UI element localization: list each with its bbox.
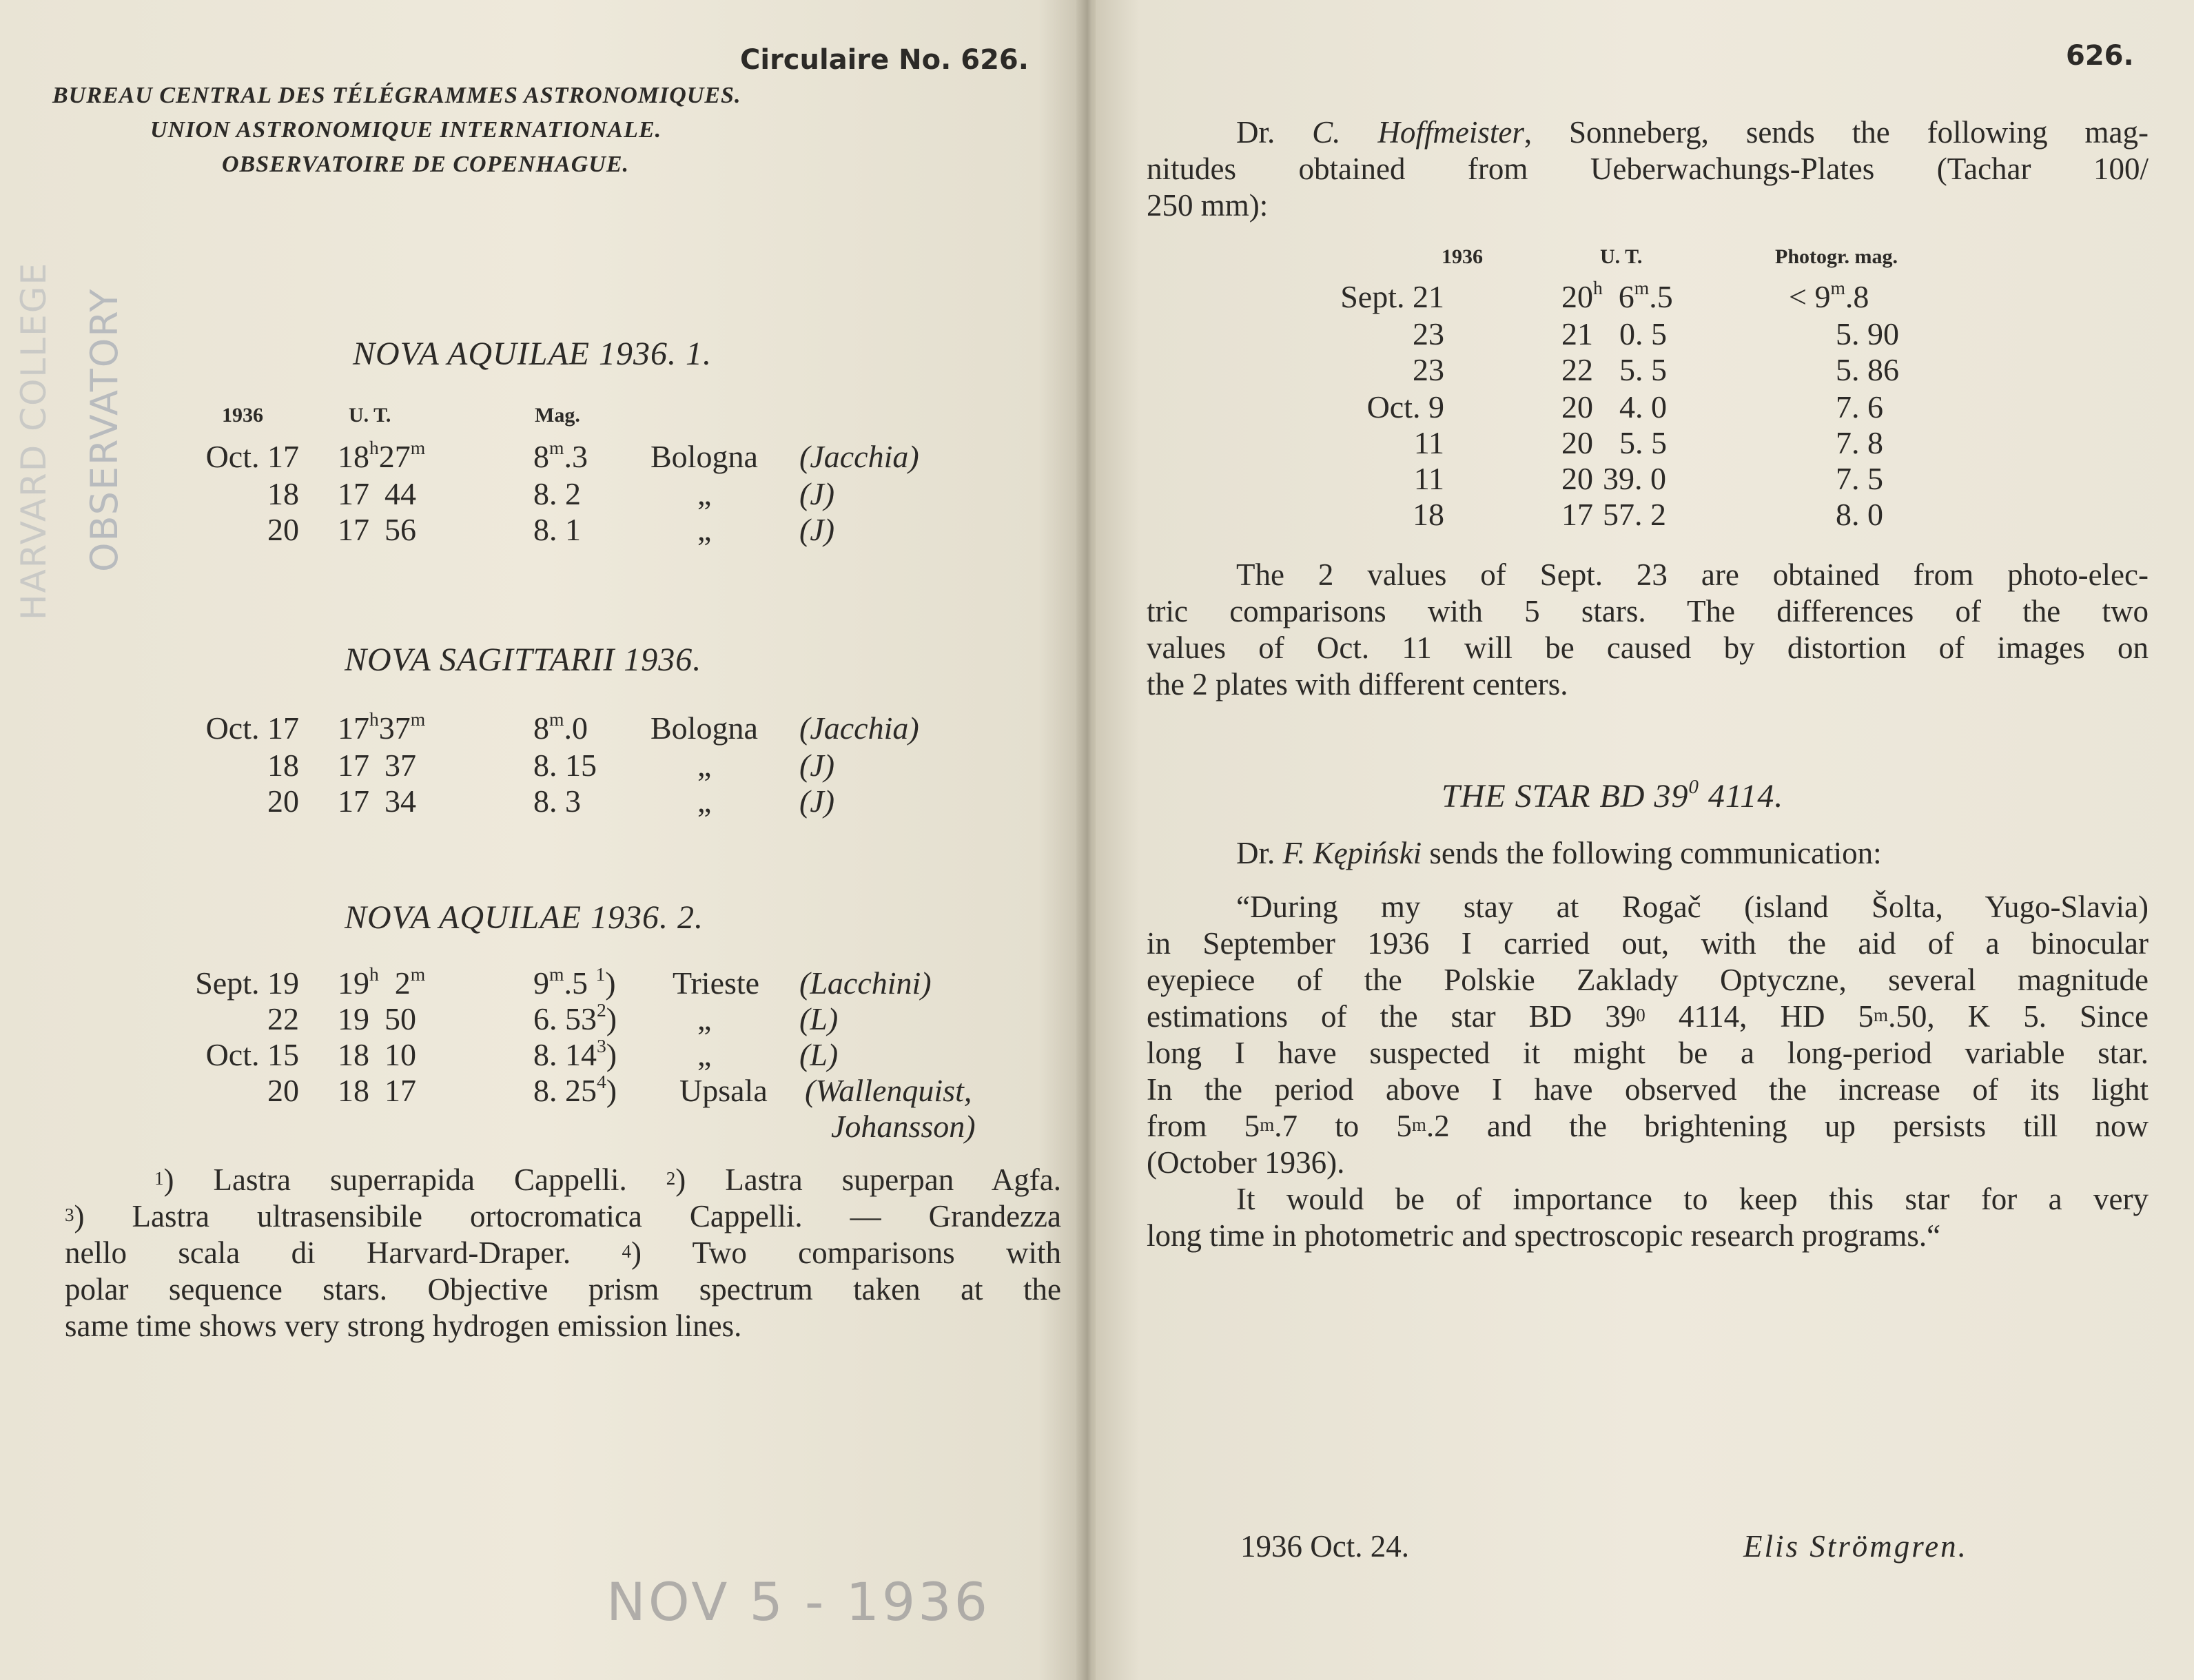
table-row-mag: 8$^m$.0 (533, 708, 588, 746)
col-year: 1936 (222, 404, 263, 427)
harvard-stamp-line-1: HARVARD COLLEGE (14, 261, 54, 620)
table-row-min: 50 (385, 1001, 416, 1036)
table-row-date: Sept. 19 (195, 965, 299, 1001)
left-page (0, 0, 1082, 1680)
star-intro: Dr. F. Kępiński sends the following communication: (1236, 836, 1882, 870)
table-row-date: 22 (267, 1001, 299, 1036)
table-row-mag: 8. 2 (533, 476, 581, 511)
col-ut: U. T. (349, 404, 391, 427)
table-row-mag: 8. $14^3$) (533, 1035, 617, 1072)
table-row-mag: 7. 6 (1836, 389, 1883, 424)
footnote-line: polar sequence stars. Objective prism spectrum taken at the (65, 1272, 1061, 1307)
table-row-mag: 9$^m$.5 $^1$) (533, 963, 616, 1001)
footnote-line: same time shows very strong hydrogen emission lines. (65, 1309, 742, 1343)
table-row-date: 20 (267, 1073, 299, 1108)
paragraph-line: The 2 values of Sept. 23 are obtained from photo-elec- (1236, 557, 2149, 592)
table-row-place: „ (697, 512, 712, 547)
table-row-observer: (Jacchia) (799, 439, 919, 474)
table-row-observer: (J) (799, 476, 835, 511)
comparison-paragraph (1147, 557, 2149, 703)
table-row-date: 11 (1413, 425, 1444, 460)
table-row-hour: 20 (1561, 425, 1593, 460)
intro-line: Dr. C. Hoffmeister, Sonneberg, sends the following mag- (1236, 115, 2149, 150)
issue-date: 1936 Oct. 24. (1240, 1529, 1409, 1564)
table-row-observer-cont: Johansson) (831, 1109, 976, 1144)
table-row-date: 11 (1413, 461, 1444, 496)
harvard-stamp-line-2: OBSERVATORY (83, 287, 126, 572)
table-row-hour: 17 (338, 783, 369, 819)
quote-line: long I have suspected it might be a long-period variable star. (1147, 1036, 2149, 1070)
table-row-date: Oct. 17 (205, 710, 299, 746)
header-line-3: OBSERVATOIRE DE COPENHAGUE. (222, 152, 630, 177)
table-row-min: 34 (385, 783, 416, 819)
date-stamp: NOV 5 - 1936 (606, 1571, 990, 1632)
table-row-hour: 18 (338, 1073, 369, 1108)
header-line-2: UNION ASTRONOMIQUE INTERNATIONALE. (150, 117, 662, 143)
table-row-place: „ (697, 783, 712, 819)
table-row-place: Bologna (650, 710, 758, 746)
table-row-mag: 7. 8 (1836, 425, 1883, 460)
right-page (1096, 0, 2194, 1680)
table-row-date: 18 (267, 748, 299, 783)
table-row-min: 0. 5 (1619, 316, 1667, 351)
table-row-date: 23 (1413, 316, 1444, 351)
hoffmeister-intro (1147, 114, 2149, 224)
mag-value: 8. 25 (533, 1073, 597, 1108)
paragraph-line: tric comparisons with 5 stars. The differences of the two (1147, 594, 2149, 628)
table-row-mag: < $9^m.8$ (1789, 277, 1869, 314)
table-row-date: 20 (267, 512, 299, 547)
table-row-hour: 17 (338, 748, 369, 783)
table-row-date: Oct. 17 (205, 439, 299, 474)
table-row-observer: (J) (799, 748, 835, 783)
table-row-mag: 8. $25^4$) (533, 1071, 617, 1108)
quote-line: “During my stay at Rogač (island Šolta, Yugo-Slavia) (1236, 890, 2149, 924)
mag-value: 8. 14 (533, 1037, 597, 1072)
table-row-date: 20 (267, 783, 299, 819)
table-row-date: Oct. 9 (1366, 389, 1444, 424)
quote-line: (October 1936). (1147, 1145, 1345, 1180)
paragraph-line: values of Oct. 11 will be caused by distortion of images on (1147, 631, 2149, 665)
table-row-date: 18 (267, 476, 299, 511)
table-row-place: Upsala (679, 1073, 768, 1108)
table-row-hour: 21 (1561, 316, 1593, 351)
table-row-min: 5. 5 (1619, 425, 1667, 460)
table-row-observer: (Wallenquist, (805, 1073, 972, 1108)
table-row-place: „ (697, 1001, 712, 1036)
table-row-place: Bologna (650, 439, 758, 474)
table-row-mag: 5. 90 (1836, 316, 1899, 351)
nova-aquilae-2-title: NOVA AQUILAE 1936. 2. (345, 899, 704, 936)
table-row-min: 57. 2 (1603, 497, 1666, 532)
table-row-mag: 7. 5 (1836, 461, 1883, 496)
intro-line: nitudes obtained from Ueberwachungs-Plates (Tachar 100/ (1147, 152, 2149, 186)
table-row-hour: 17 (1561, 497, 1593, 532)
table-row-min: 4. 0 (1619, 389, 1667, 424)
quote-line: long time in photometric and spectroscopic research programs.“ (1147, 1218, 1941, 1253)
col-year: 1936 (1442, 245, 1483, 268)
table-row-min: 10 (385, 1037, 416, 1072)
nova-aquilae-1-title: NOVA AQUILAE 1936. 1. (353, 336, 712, 372)
circular-number: Circulaire No. 626. (740, 44, 1029, 76)
table-row-min: 39. 0 (1603, 461, 1666, 496)
col-ut: U. T. (1600, 245, 1643, 268)
table-row-observer: (J) (799, 512, 835, 547)
table-row-hour: 22 (1561, 352, 1593, 387)
table-row-time: 19$^h$ 2$^m$ (338, 963, 426, 1001)
table-row-hour: 17 (338, 512, 369, 547)
footnote-line: $^3$) Lastra ultrasensibile ortocromatica Cappelli. — Grandezza (65, 1199, 1061, 1233)
col-photogr-mag: Photogr. mag. (1775, 245, 1898, 268)
table-row-min: 37 (385, 748, 416, 783)
table-row-mag: 8. 15 (533, 748, 597, 783)
intro-line: 250 mm): (1147, 188, 1269, 223)
table-row-place: Trieste (673, 965, 760, 1001)
table-row-hour: 19 (338, 1001, 369, 1036)
table-row-date: 18 (1413, 497, 1444, 532)
quote-line: from 5$^m$.7 to 5$^m$.2 and the brightening up persists till now (1147, 1109, 2149, 1143)
table-row-mag: 8. 1 (533, 512, 581, 547)
footnote-line: nello scala di Harvard-Draper. $^4$) Two comparisons with (65, 1236, 1061, 1270)
table-row-observer: (Jacchia) (799, 710, 919, 746)
signature: Elis Strömgren. (1743, 1529, 1968, 1564)
mag-value: 6. 53 (533, 1001, 597, 1036)
quote-line: In the period above I have observed the increase of its light (1147, 1072, 2149, 1107)
table-row-hour: 17 (338, 476, 369, 511)
col-mag: Mag. (535, 404, 580, 427)
table-row-min: 56 (385, 512, 416, 547)
page-number: 626. (2066, 40, 2134, 72)
table-row-date: Sept. 21 (1340, 279, 1444, 314)
table-row-hour: 20 (1561, 389, 1593, 424)
table-row-mag: 8. 3 (533, 783, 581, 819)
table-row-observer: (L) (799, 1001, 839, 1036)
table-row-observer: (Lacchini) (799, 965, 932, 1001)
footnote-line: $^1$) Lastra superrapida Cappelli. $^2$) Lastra superpan Agfa. (154, 1162, 1061, 1197)
quote-line: It would be of importance to keep this star for a very (1236, 1182, 2149, 1216)
table-row-hour: 20 (1561, 461, 1593, 496)
table-row-date: Oct. 15 (205, 1037, 299, 1072)
quote-line: in September 1936 I carried out, with the aid of a binocular (1147, 926, 2149, 961)
table-row-mag: 5. 86 (1836, 352, 1899, 387)
footnotes (65, 1162, 1061, 1344)
kepinski-quote (1147, 889, 2149, 1254)
table-row-min: 17 (385, 1073, 416, 1108)
paragraph-line: the 2 plates with different centers. (1147, 667, 1568, 701)
table-row-hour: 18 (338, 1037, 369, 1072)
star-title: THE STAR BD $39^0$ 4114. (1442, 776, 1784, 815)
table-row-min: 44 (385, 476, 416, 511)
nova-sagittarii-title: NOVA SAGITTARII 1936. (345, 642, 702, 678)
table-row-place: „ (697, 748, 712, 783)
table-row-time: 17$^h$37$^m$ (338, 708, 426, 746)
table-row-date: 23 (1413, 352, 1444, 387)
table-row-place: „ (697, 1037, 712, 1072)
table-row-place: „ (697, 476, 712, 511)
table-row-observer: (L) (799, 1037, 839, 1072)
header-line-1: BUREAU CENTRAL DES TÉLÉGRAMMES ASTRONOMIQUES. (52, 83, 741, 108)
table-row-time: 18$^h$27$^m$ (338, 437, 426, 474)
table-row-time: 20$^h$ 6$^m$.5 (1561, 277, 1673, 314)
table-row-mag: 8. 0 (1836, 497, 1883, 532)
table-row-mag: 8$^m$.3 (533, 437, 588, 474)
table-row-mag: 6. $53^2$) (533, 999, 617, 1036)
quote-line: estimations of the star BD $39^0$ 4114, HD 5$^m$.50, K 5. Since (1147, 999, 2149, 1034)
table-row-observer: (J) (799, 783, 835, 819)
quote-line: eyepiece of the Polskie Zaklady Optyczne, several magnitude (1147, 963, 2149, 997)
table-row-min: 5. 5 (1619, 352, 1667, 387)
